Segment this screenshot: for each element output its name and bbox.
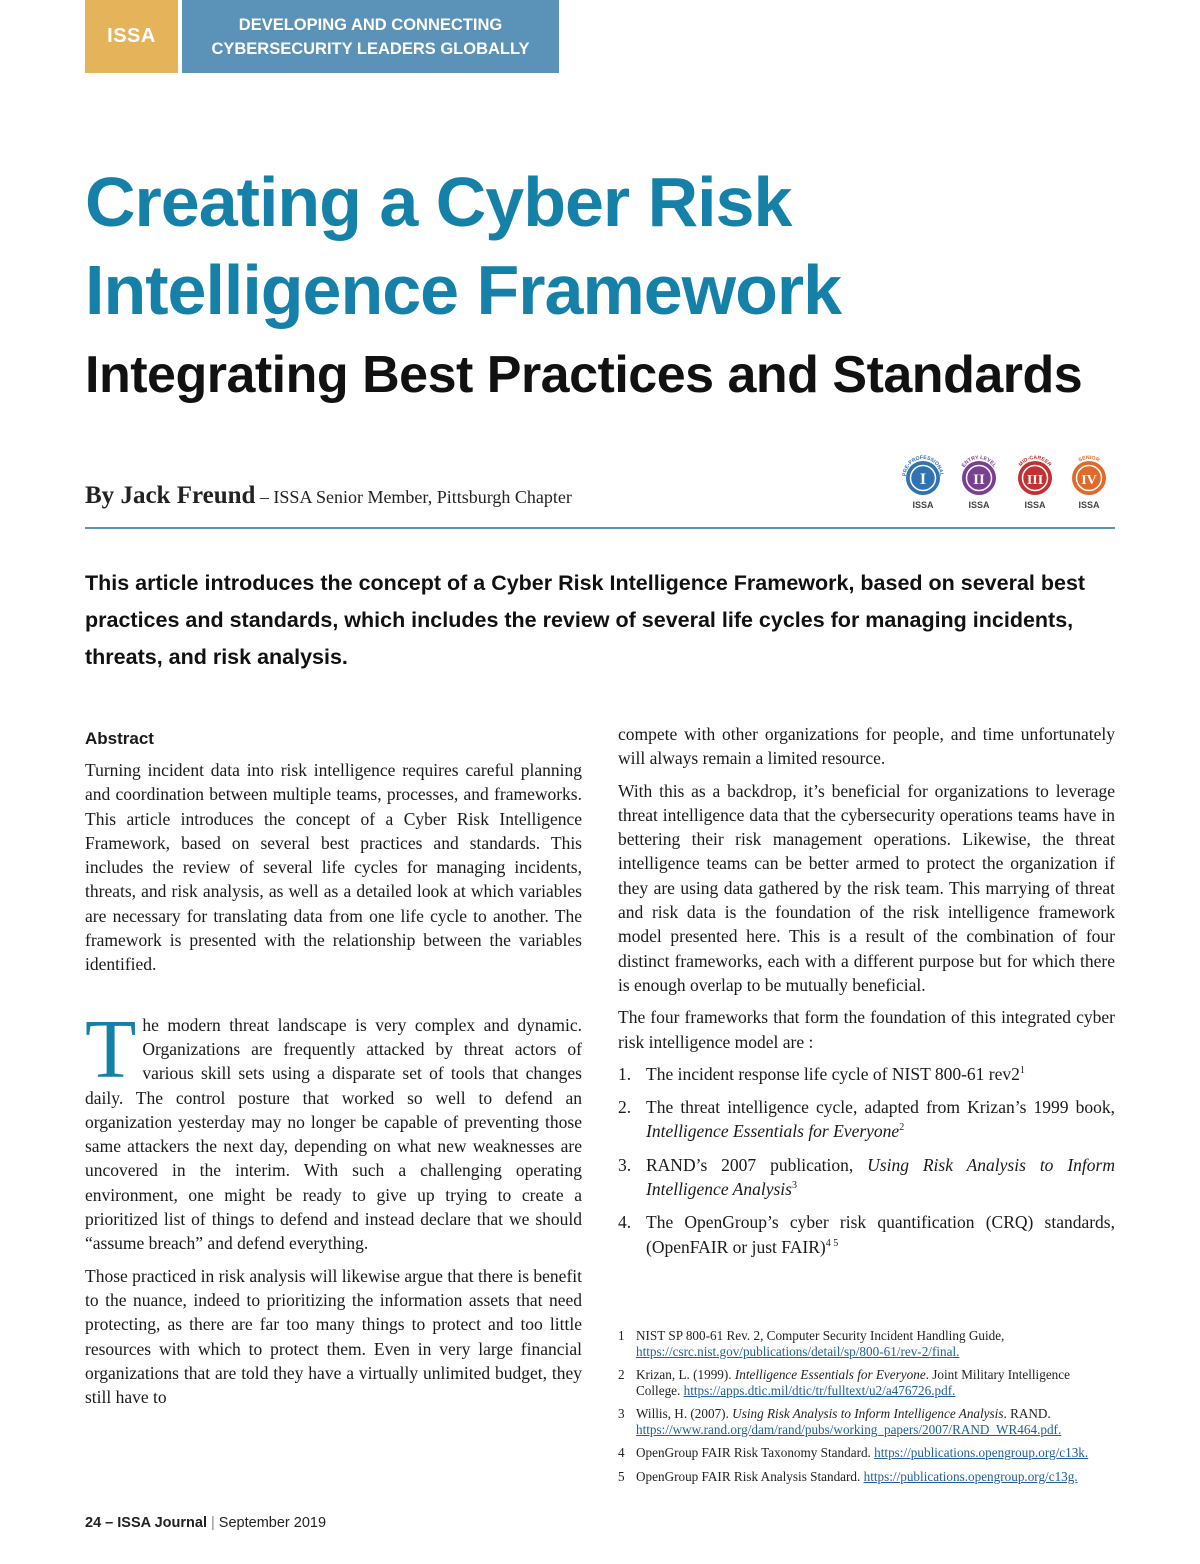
- body-paragraph-1: [85, 1002, 582, 1256]
- badge-mid-career-icon: [1010, 454, 1060, 500]
- header-divider: [85, 527, 1115, 529]
- issue-date: September 2019: [218, 1515, 327, 1531]
- page-number: 24: [85, 1515, 102, 1531]
- footnote-link[interactable]: https://publications.opengroup.org/c13k.: [874, 1445, 1089, 1460]
- footnote-link[interactable]: https://apps.dtic.mil/dtic/tr/fulltext/u2/a476726.pdf.: [683, 1382, 956, 1398]
- body-paragraph-3: compete with other organizations for people, and time unfortunately will always remain a limited resource.: [618, 724, 1115, 769]
- footnote-link[interactable]: https://csrc.nist.gov/publications/detail/sp/800-61/rev-2/final.: [636, 1343, 960, 1359]
- body-paragraph-2: Those practiced in risk analysis will likewise argue that there is benefit to the nuance, indeed to prioritizing the information assets that need protecting, as there are far too many things to protect and too little resources with which to protect them. Even in very large financial organizations that are told they have a virtually unlimited budget, they still have to: [85, 1265, 582, 1408]
- badge-pre-professional-icon: [898, 454, 948, 500]
- list-item: 1. The incident response life cycle of NIST 800-61 $rev2^1$: [618, 1063, 1025, 1084]
- badge-numeral: III: [1026, 473, 1044, 488]
- author-info: – ISSA Senior Member, Pittsburgh Chapter: [255, 487, 572, 507]
- article-intro: This article introduces the concept of a Cyber Risk Intelligence Framework, based on several best practices and standards, which includes the review of several life cycles for managing incidents, threats, and risk analysis.: [85, 571, 1086, 669]
- badge-arc-text: ENTRY LEVEL: [960, 454, 998, 469]
- badge-numeral: II: [973, 472, 985, 488]
- badge-numeral: I: [919, 471, 927, 488]
- list-item: 3. RAND’s 2007 publication, Using Risk Analysis to Inform Intelligence Analysis$^3$: [618, 1154, 1115, 1200]
- header-tagline: [182, 0, 559, 73]
- footnote-link[interactable]: https://publications.opengroup.org/c13g.: [863, 1468, 1078, 1484]
- badge-arc-text: SENIOR: [1077, 454, 1101, 464]
- title-line-2: Intelligence Framework: [85, 251, 842, 329]
- page-footer: [85, 1515, 326, 1531]
- badge-senior: [1064, 454, 1114, 514]
- issa-badge-text: ISSA: [107, 25, 156, 47]
- body-paragraph-4: With this as a backdrop, it’s beneficial for organizations to leverage threat intelligence data that the cybersecurity operations teams have in bettering their risk management operations. Likewise, the threat intelligence teams can be better armed to protect the organization if they are using data gathered by the risk team. This marrying of threat and risk data is the foundation of the risk intelligence framework model presented here. This is a result of the combination of four distinct frameworks, each with a different purpose but for which there is enough overlap to be mutually beneficial.: [618, 780, 1115, 995]
- badge-senior-icon: [1064, 454, 1114, 500]
- footnote-ref[interactable]: 2: [899, 1122, 905, 1134]
- footnote: 4 OpenGroup FAIR Risk Taxonomy Standard. https://publications.opengroup.org/c13k.: [618, 1445, 1089, 1460]
- footnote-ref[interactable]: 4 5: [825, 1237, 839, 1249]
- abstract-text: Turning incident data into risk intelligence requires careful planning and coordination between multiple teams, processes, and frameworks. This article introduces the concept of a Cyber Risk Intelligence Framework, based on several best practices and standards. This includes the review of several life cycles for managing incidents, threats, and risk analysis, as well as a detailed look at which variables are necessary for translating data from one life cycle to another. The framework is presented with the relationship between the variables identified.: [85, 760, 582, 975]
- right-column: [618, 722, 1115, 1268]
- career-level-badges: [898, 454, 1114, 514]
- badge-arc-text: PRE-PROFESSIONAL: [901, 454, 945, 477]
- footer-separator: |: [206, 1515, 219, 1531]
- badge-mid-career: [1010, 454, 1060, 514]
- list-item: 2. The threat intelligence cycle, adapted from Krizan’s 1999 book, Intelligence Essentials for Everyone$^2$: [618, 1097, 1115, 1142]
- badge-label: ISSA: [912, 500, 934, 510]
- footnote: 3 Willis, H. (2007). Using Risk Analysis to Inform Intelligence Analysis. RAND. https://www.rand.org/dam/rand/pubs/working_papers/2007/RAND_WR464.pdf.: [618, 1406, 1062, 1437]
- badge-numeral: IV: [1081, 473, 1097, 488]
- issa-header-badge: [85, 0, 178, 73]
- article-title: [85, 158, 841, 334]
- tagline-line-1: DEVELOPING AND CONNECTING: [238, 15, 503, 34]
- author-name: Jack Freund: [120, 482, 256, 509]
- footnote-link[interactable]: https://www.rand.org/dam/rand/pubs/working_papers/2007/RAND_WR464.pdf.: [636, 1421, 1062, 1437]
- byline: [85, 482, 572, 510]
- left-column: [85, 728, 582, 1417]
- badge-pre-professional: [898, 454, 948, 514]
- footnote: 5 OpenGroup FAIR Risk Analysis Standard. https://publications.opengroup.org/c13g.: [618, 1468, 1078, 1484]
- footnote: 1 NIST SP 800-61 Rev. 2, Computer Security Incident Handling Guide, https://csrc.nist.gov/publications/detail/sp/800-61/rev-2/final.: [618, 1328, 1005, 1359]
- article-subtitle: Integrating Best Practices and Standards: [85, 346, 1083, 404]
- badge-entry-level-icon: [954, 454, 1004, 500]
- drop-cap: T: [85, 1002, 137, 1096]
- byline-prefix: By: [85, 482, 121, 509]
- list-item: 4. The OpenGroup’s cyber risk quantification (CRQ) standards, (OpenFAIR or just FAIR)$^{4 5}$: [618, 1212, 1115, 1257]
- journal-name: – ISSA Journal: [101, 1515, 207, 1531]
- abstract-heading: Abstract: [85, 729, 154, 748]
- footnote: 2 Krizan, L. (1999). Intelligence Essentials for Everyone. Joint Military Intelligence College. https://apps.dtic.mil/dtic/tr/fulltext/u2/a476726.pdf.: [618, 1367, 1070, 1398]
- footnote-ref[interactable]: 1: [1019, 1065, 1025, 1077]
- footnotes: [618, 1328, 1115, 1492]
- badge-entry-level: [954, 454, 1004, 514]
- badge-arc-text: MID-CAREER: [1017, 454, 1053, 468]
- footnote-ref[interactable]: 3: [791, 1180, 797, 1192]
- body-paragraph-1-text: he modern threat landscape is very complex and dynamic. Organizations are frequently attacked by threat actors of various skill sets using a disparate set of tools that changes daily. The control posture that worked so well to defend an organization yesterday may no longer be capable of preventing those same attackers the next day, depending on what new weaknesses are uncovered in the interim. With such a challenging operating environment, one might be ready to give up trying to create a prioritized list of things to defend and instead declare that we should “assume breach” and defend everything.: [85, 1014, 582, 1254]
- frameworks-list: [618, 1062, 1115, 1259]
- title-line-1: Creating a Cyber Risk: [85, 163, 792, 241]
- badge-label: ISSA: [1078, 500, 1100, 510]
- body-paragraph-5: The four frameworks that form the foundation of this integrated cyber risk intelligence model are :: [618, 1007, 1115, 1052]
- tagline-line-2: CYBERSECURITY LEADERS GLOBALLY: [211, 39, 530, 58]
- badge-label: ISSA: [1024, 500, 1046, 510]
- badge-label: ISSA: [968, 500, 990, 510]
